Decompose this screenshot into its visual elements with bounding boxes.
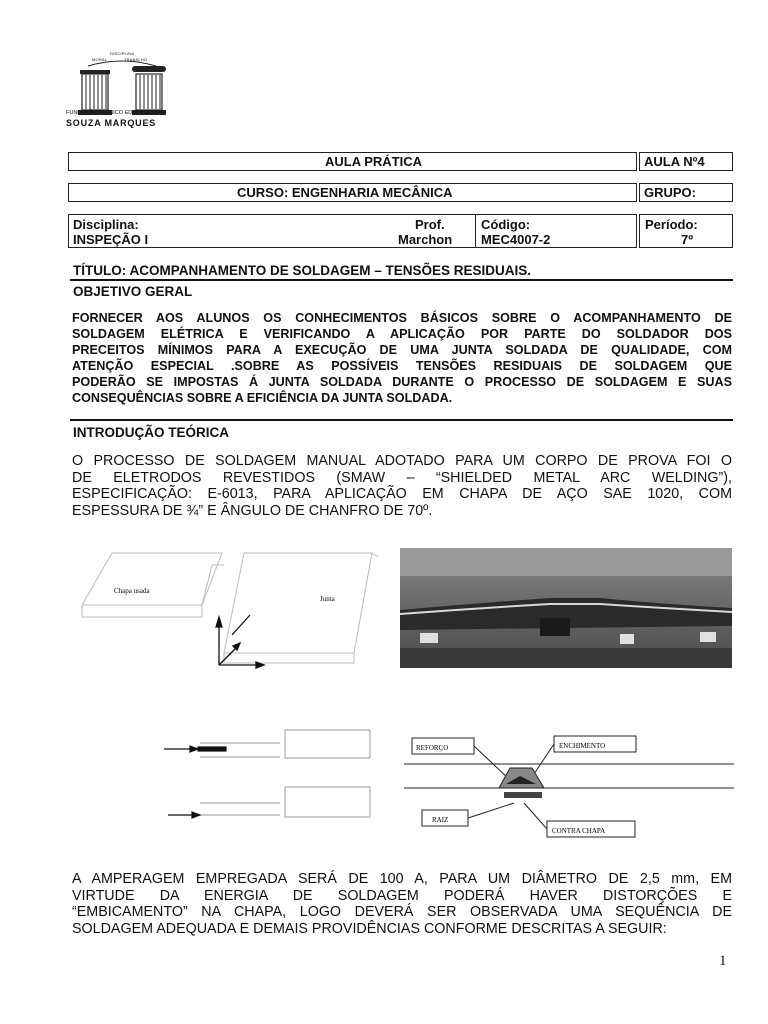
objetivo-line: PRECEITOS MÍNIMOS PARA A EXECUÇÃO DE UMA JUNTA SOLDADA DE QUALIDADE, COM [72,343,732,358]
objetivo-line: SOLDAGEM ELÉTRICA E VERIFICANDO A APLICAÇÃO POR PARTE DO SOLDADOR DOS [72,327,732,342]
sequence-sketch-figure [160,725,375,825]
amperagem-line: VIRTUDE DA ENERGIA DE SOLDAGEM PODERÁ HAVER DISTORÇÕES E [72,887,732,904]
periodo-label: Período: [645,217,698,232]
introducao-line: ESPESSURA DE ¾” E ÂNGULO DE CHANFRO DE 70º. [72,502,433,519]
logo-motto-right: TRABALHO [124,57,148,62]
aula-number-cell [639,152,733,171]
introducao-paragraph [72,453,732,519]
disciplina-value: INSPEÇÃO I [73,232,149,247]
aula-number: AULA Nº4 [644,154,705,169]
curso-label: CURSO: ENGENHARIA MECÂNICA [237,185,453,200]
codigo-value: MEC4007-2 [481,232,551,247]
contra-chapa-label: CONTRA CHAPA [552,827,606,835]
weld-photo [400,548,732,668]
objetivo-line: PODERÃO SE IMPOSTAS Á JUNTA SOLDADA DURANTE O PROCESSO DE SOLDAGEM E SUAS [72,375,732,390]
logo-foundation: FUNDAÇÃO TÉCNICO EDUCACIONAL [66,110,165,116]
introducao-heading: INTRODUÇÃO TEÓRICA [73,425,229,440]
aula-pratica-title: AULA PRÁTICA [325,154,423,169]
title-rule [70,279,733,281]
logo-motto-top: DISCIPLINA [110,51,135,56]
introducao-line: O PROCESSO DE SOLDAGEM MANUAL ADOTADO PARA UM CORPO DE PROVA FOI O [72,453,732,469]
joint-section-figure [404,728,734,843]
grupo-label: GRUPO: [644,185,696,200]
disciplina-label: Disciplina: [73,217,139,232]
document-title: TÍTULO: ACOMPANHAMENTO DE SOLDAGEM – TENSÕES RESIDUAIS. [73,263,532,278]
plates-sketch-figure [72,545,390,670]
plate-label-2: Junta [320,595,335,603]
amperagem-line: A AMPERAGEM EMPREGADA SERÁ DE 100 A, PARA UM DIÂMETRO DE 2,5 mm, EM [72,871,732,887]
introducao-line: DE ELETRODOS REVESTIDOS (SMAW – “SHIELDED METAL ARC WELDING”), [72,469,732,486]
disciplina-row [68,214,637,248]
objetivo-paragraph [72,310,732,407]
school-logo [66,48,178,130]
logo-brand: SOUZA MARQUES [66,118,157,128]
amperagem-line: SOLDAGEM ADEQUADA E DEMAIS PROVIDÊNCIAS CONFORME DESCRITAS A SEGUIR: [72,920,667,937]
objetivo-line: ATENÇÃO ESPECIAL .SOBRE AS POSSÍVEIS TENSÕES RESIDUAIS DE SOLDAGEM QUE [72,359,732,374]
objetivo-line: CONSEQUÊNCIAS SOBRE A EFICIÊNCIA DA JUNTA SOLDADA. [72,391,453,406]
logo-motto-left: MORAL [92,57,108,62]
grupo-cell [639,183,733,202]
reforco-label: REFORÇO [416,744,449,752]
raiz-label: RAIZ [432,816,449,824]
page-number: 1 [719,953,727,969]
codigo-divider [475,215,476,247]
prof-value: Marchon [398,232,453,247]
enchimento-label: ENCHIMENTO [559,742,606,750]
curso-cell [68,183,637,202]
prof-label: Prof. [415,217,445,232]
plate-label-1: Chapa usada [114,587,150,595]
introducao-line: ESPECIFICAÇÃO: E-6013, PARA APLICAÇÃO EM CHAPA DE AÇO SAE 1020, COM [72,486,732,502]
periodo-cell [639,214,733,248]
periodo-value: 7º [681,232,693,247]
amperagem-paragraph [72,871,732,937]
objetivo-line: FORNECER AOS ALUNOS OS CONHECIMENTOS BÁSICOS SOBRE O ACOMPANHAMENTO DE [72,311,732,325]
objetivo-heading: OBJETIVO GERAL [73,284,193,299]
codigo-label: Código: [481,217,531,232]
aula-pratica-cell [68,152,637,171]
amperagem-line: “EMBICAMENTO” NA CHAPA, LOGO DEVERÁ SER OBSERVADA UMA SEQUÊNCIA DE [72,904,732,920]
objetivo-rule [70,419,733,421]
